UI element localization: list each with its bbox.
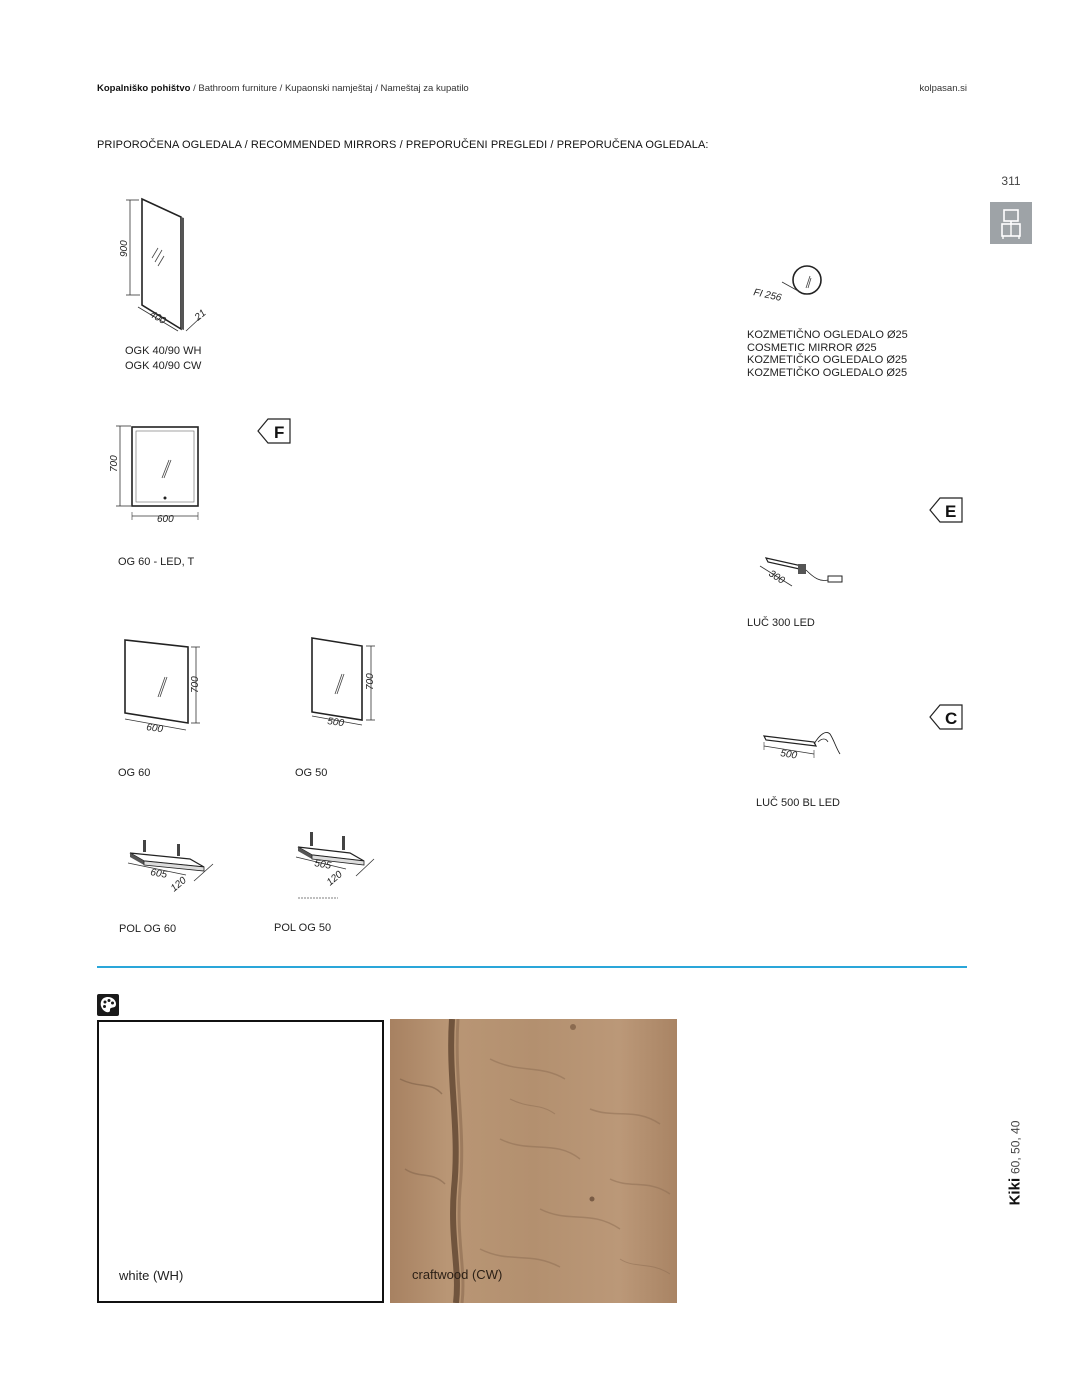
ogk-mirror-drawing xyxy=(112,192,217,332)
pol-og60-name: POL OG 60 xyxy=(119,923,177,935)
page-number: 311 xyxy=(1001,174,1021,188)
finish-swatch-white[interactable] xyxy=(97,1020,384,1303)
breadcrumb-category: Kopalniško pohištvo xyxy=(97,83,191,94)
category-tab[interactable] xyxy=(990,202,1032,244)
og50-width-label: 500 xyxy=(326,716,345,730)
og60-width-label: 600 xyxy=(145,722,164,735)
cosmetic-name-hr: KOZMETIČKO OGLEDALO Ø25 xyxy=(747,354,908,366)
luc500-name: LUČ 500 BL LED xyxy=(756,797,840,809)
luc300-lamp-drawing xyxy=(752,548,847,593)
cosmetic-name-sr: KOZMETIČKO OGLEDALO Ø25 xyxy=(747,366,908,379)
cosmetic-name-sl: KOZMETIČNO OGLEDALO Ø25 xyxy=(747,329,908,341)
pol-og60-shelf-drawing xyxy=(118,835,228,900)
og50-height-label: 700 xyxy=(365,673,376,690)
cosmetic-mirror-drawing xyxy=(750,262,830,307)
series-sizes: 60, 50, 40 xyxy=(1008,1120,1023,1174)
cosmetic-mirror-name xyxy=(747,328,908,380)
furniture-cabinet-icon xyxy=(990,202,1032,244)
finish-label-white: white (WH) xyxy=(119,1268,184,1283)
energy-class-f-label: F xyxy=(274,423,285,442)
ogk-height-label: 900 xyxy=(119,240,130,257)
pol-og60-width-label: 605 xyxy=(149,867,168,881)
pol-og50-shelf-drawing xyxy=(290,828,390,900)
finish-swatch-craftwood[interactable] xyxy=(390,1019,677,1303)
ogk-width-label: 400 xyxy=(147,309,168,327)
breadcrumb-subcategories: / Bathroom furniture / Kupaonski namještaj / Nameštaj za kupatilo xyxy=(190,83,469,94)
energy-class-f-badge xyxy=(257,418,291,444)
luc500-width-label: 500 xyxy=(779,748,798,762)
og60-height-label: 700 xyxy=(190,676,201,693)
og60-led-width-label: 600 xyxy=(157,514,174,525)
cosmetic-diameter-label: FI 256 xyxy=(752,287,783,304)
pol-og50-name: POL OG 50 xyxy=(274,922,332,934)
energy-class-e-label: E xyxy=(945,502,957,521)
ogk-name-cw: OGK 40/90 CW xyxy=(125,360,202,372)
og50-name: OG 50 xyxy=(295,767,328,779)
series-name: Kiki xyxy=(1006,1177,1024,1206)
pol-og50-depth-label: 120 xyxy=(324,869,345,889)
luc300-name: LUČ 300 LED xyxy=(747,617,815,629)
pol-og60-depth-label: 120 xyxy=(168,875,189,895)
breadcrumb xyxy=(97,83,469,94)
section-divider xyxy=(97,966,967,968)
finish-label-craftwood: craftwood (CW) xyxy=(412,1267,503,1282)
section-title: PRIPOROČENA OGLEDALA / RECOMMENDED MIRRORS / PREPORUČENI PREGLEDI / PREPORUČENA OGLEDALA: xyxy=(97,139,709,151)
palette-icon xyxy=(97,994,119,1016)
og60-name: OG 60 xyxy=(118,767,151,779)
energy-class-c-badge xyxy=(929,704,963,730)
pol-og50-width-label: 505 xyxy=(313,858,332,872)
cosmetic-name-en: COSMETIC MIRROR Ø25 xyxy=(747,341,877,354)
energy-class-e-badge xyxy=(929,497,963,523)
site-url[interactable]: kolpasan.si xyxy=(919,83,967,94)
luc300-width-label: 300 xyxy=(766,568,787,587)
ogk-name-wh: OGK 40/90 WH xyxy=(125,345,202,357)
energy-class-c-label: C xyxy=(945,709,958,728)
og50-mirror-drawing xyxy=(305,632,385,732)
wood-texture xyxy=(390,1019,677,1303)
og60-led-height-label: 700 xyxy=(109,455,120,472)
og60-led-name: OG 60 - LED, T xyxy=(118,556,195,568)
ogk-depth-label: 21 xyxy=(192,307,209,324)
og60-mirror-drawing xyxy=(118,635,208,735)
luc500-lamp-drawing xyxy=(758,726,848,771)
og60-led-mirror-drawing xyxy=(105,420,205,530)
product-series-title xyxy=(1000,1118,1030,1208)
